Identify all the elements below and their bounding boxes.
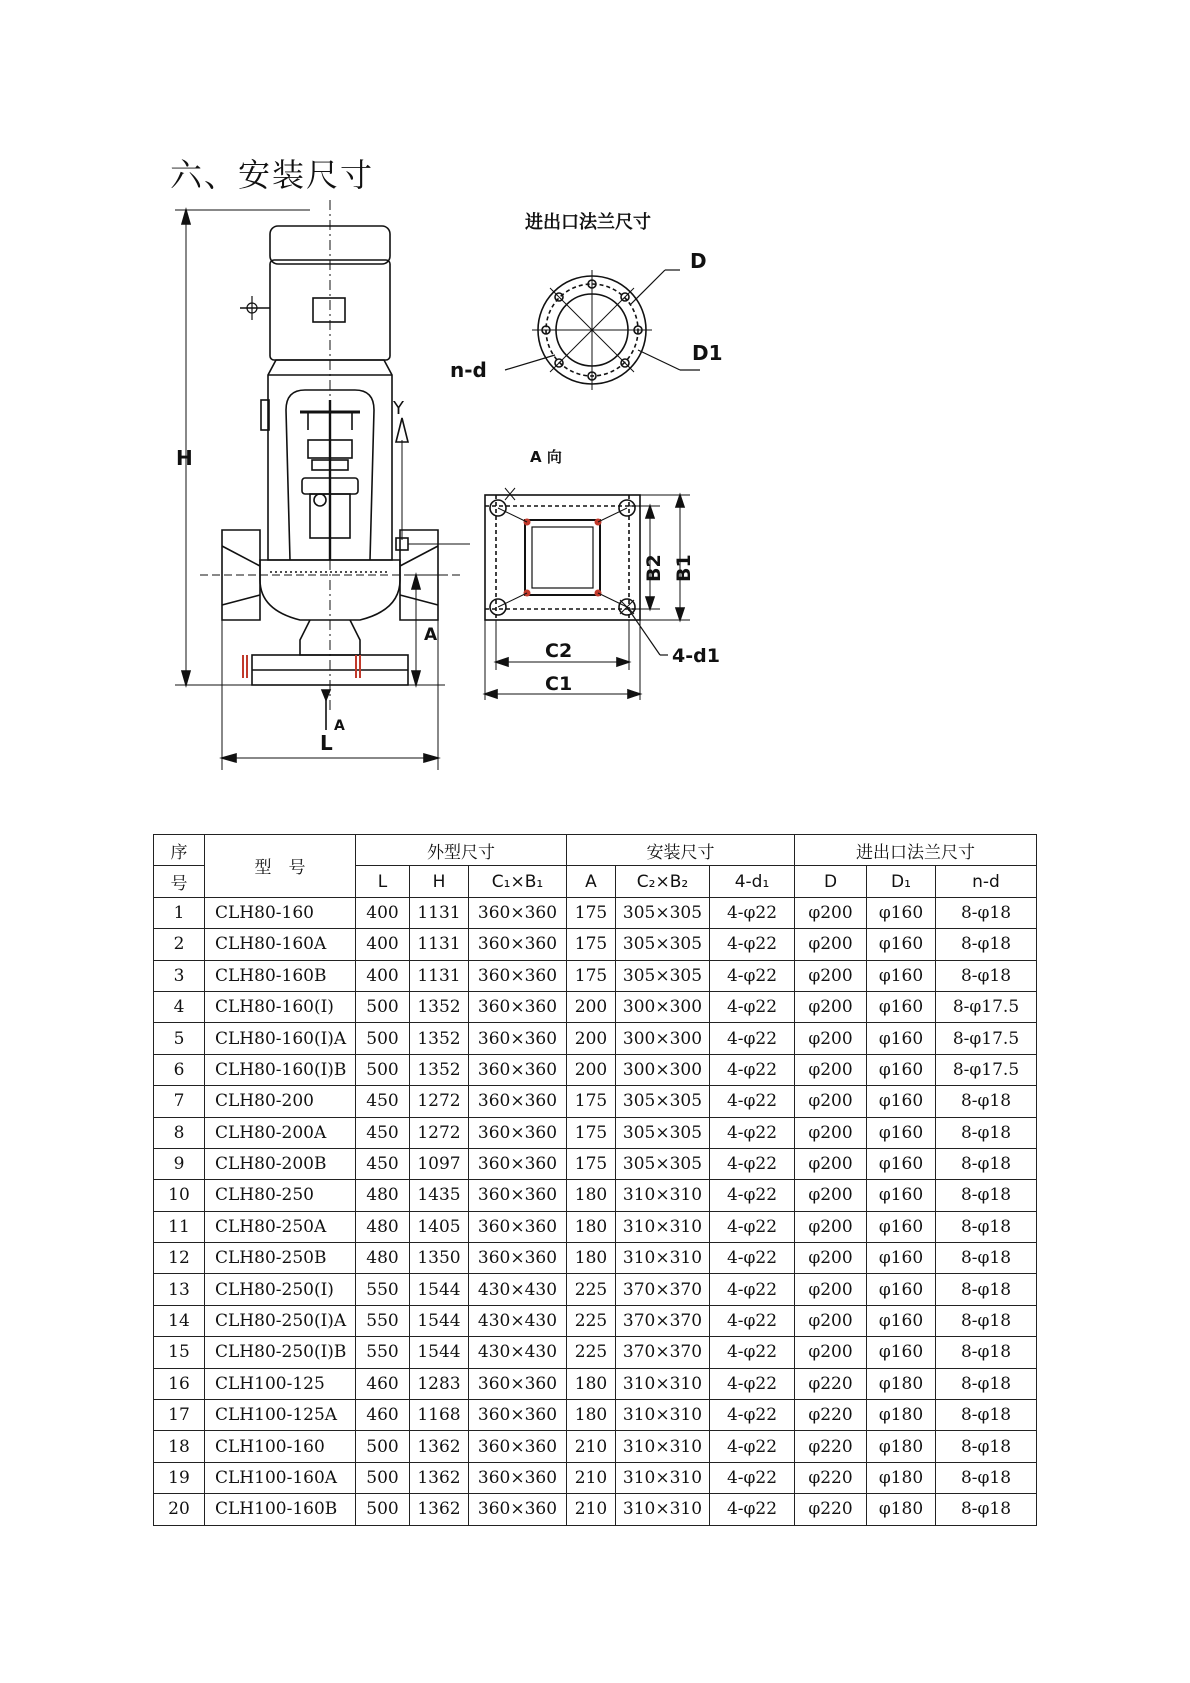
cell-H: 1097	[410, 1148, 469, 1179]
cell-nd: 8-φ18	[936, 1368, 1037, 1399]
cell-nd: 8-φ18	[936, 929, 1037, 960]
cell-L: 400	[356, 897, 410, 928]
cell-nd: 8-φ17.5	[936, 1054, 1037, 1085]
cell-D: φ200	[795, 960, 867, 991]
cell-C1xB1: 360×360	[469, 1211, 567, 1242]
cell-4d1: 4-φ22	[710, 1431, 795, 1462]
table-row	[154, 1494, 1037, 1525]
cell-4d1: 4-φ22	[710, 1305, 795, 1336]
cell-model: CLH80-200B	[205, 1148, 356, 1179]
table-row	[154, 1368, 1037, 1399]
header-col-H: H	[410, 866, 469, 897]
cell-D1: φ160	[867, 1023, 936, 1054]
cell-A: 175	[567, 960, 616, 991]
cell-C1xB1: 360×360	[469, 897, 567, 928]
header-col-nd: n-d	[936, 866, 1037, 897]
table-body	[154, 897, 1037, 1525]
cell-L: 500	[356, 1494, 410, 1525]
cell-seq: 18	[154, 1431, 205, 1462]
cell-D: φ220	[795, 1400, 867, 1431]
cell-nd: 8-φ18	[936, 1180, 1037, 1211]
cell-nd: 8-φ17.5	[936, 1023, 1037, 1054]
cell-H: 1283	[410, 1368, 469, 1399]
cell-A: 180	[567, 1211, 616, 1242]
table-row	[154, 1086, 1037, 1117]
cell-C2xB2: 300×300	[616, 991, 710, 1022]
table-row	[154, 1462, 1037, 1493]
cell-C1xB1: 360×360	[469, 1494, 567, 1525]
table-row	[154, 960, 1037, 991]
flange-title: 进出口法兰尺寸	[525, 212, 651, 233]
cell-model: CLH80-200	[205, 1086, 356, 1117]
cell-model: CLH100-125A	[205, 1400, 356, 1431]
cell-nd: 8-φ18	[936, 1305, 1037, 1336]
cell-A: 175	[567, 1117, 616, 1148]
cell-4d1: 4-φ22	[710, 1023, 795, 1054]
cell-C1xB1: 360×360	[469, 1462, 567, 1493]
header-seq-top: 序	[154, 835, 205, 866]
cell-4d1: 4-φ22	[710, 1117, 795, 1148]
cell-C1xB1: 360×360	[469, 991, 567, 1022]
base-plate-view	[485, 488, 690, 700]
cell-seq: 8	[154, 1117, 205, 1148]
dimensions-table-wrapper	[153, 834, 1037, 1526]
cell-nd: 8-φ18	[936, 1117, 1037, 1148]
cell-H: 1362	[410, 1462, 469, 1493]
cell-L: 500	[356, 1431, 410, 1462]
cell-C2xB2: 310×310	[616, 1243, 710, 1274]
table-row	[154, 1243, 1037, 1274]
cell-D: φ200	[795, 1305, 867, 1336]
cell-D1: φ180	[867, 1494, 936, 1525]
table-row	[154, 897, 1037, 928]
header-outline-dimensions: 外型尺寸	[356, 835, 567, 866]
cell-seq: 4	[154, 991, 205, 1022]
cell-C1xB1: 360×360	[469, 1023, 567, 1054]
cell-D1: φ160	[867, 1148, 936, 1179]
terminal-box	[313, 298, 345, 322]
cell-seq: 14	[154, 1305, 205, 1336]
cell-model: CLH80-160(I)	[205, 991, 356, 1022]
dim-label-H: H	[176, 446, 193, 470]
cell-A: 210	[567, 1462, 616, 1493]
cell-nd: 8-φ18	[936, 1243, 1037, 1274]
cell-H: 1272	[410, 1086, 469, 1117]
cell-D1: φ160	[867, 1054, 936, 1085]
cell-A: 210	[567, 1494, 616, 1525]
cell-C1xB1: 430×430	[469, 1337, 567, 1368]
cell-L: 400	[356, 960, 410, 991]
cell-seq: 6	[154, 1054, 205, 1085]
cell-C1xB1: 360×360	[469, 1243, 567, 1274]
cell-A: 175	[567, 1086, 616, 1117]
cell-D1: φ160	[867, 1274, 936, 1305]
dim-label-D1: D1	[692, 341, 723, 365]
cell-C2xB2: 310×310	[616, 1431, 710, 1462]
cell-C2xB2: 370×370	[616, 1274, 710, 1305]
cell-D: φ200	[795, 1274, 867, 1305]
cell-model: CLH80-250A	[205, 1211, 356, 1242]
cell-seq: 16	[154, 1368, 205, 1399]
cell-4d1: 4-φ22	[710, 1462, 795, 1493]
header-col-C1xB1: C₁×B₁	[469, 866, 567, 897]
header-flange-dimensions: 进出口法兰尺寸	[795, 835, 1037, 866]
table-row	[154, 991, 1037, 1022]
cell-D: φ200	[795, 1180, 867, 1211]
cell-C1xB1: 360×360	[469, 1086, 567, 1117]
cell-A: 225	[567, 1305, 616, 1336]
cell-L: 500	[356, 1054, 410, 1085]
header-col-4d1: 4-d₁	[710, 866, 795, 897]
cell-C2xB2: 310×310	[616, 1180, 710, 1211]
header-install-dimensions: 安装尺寸	[567, 835, 795, 866]
cell-D: φ200	[795, 1117, 867, 1148]
cell-A: 200	[567, 991, 616, 1022]
cell-D: φ200	[795, 897, 867, 928]
dimensions-table	[153, 834, 1037, 1526]
dim-label-4d1: 4-d1	[672, 645, 720, 667]
cell-C1xB1: 430×430	[469, 1274, 567, 1305]
cell-C2xB2: 300×300	[616, 1054, 710, 1085]
cell-model: CLH100-160B	[205, 1494, 356, 1525]
cell-model: CLH80-250(I)A	[205, 1305, 356, 1336]
cell-C2xB2: 305×305	[616, 929, 710, 960]
cell-D: φ200	[795, 1337, 867, 1368]
cell-nd: 8-φ18	[936, 960, 1037, 991]
cell-D1: φ180	[867, 1431, 936, 1462]
cell-seq: 2	[154, 929, 205, 960]
cell-H: 1131	[410, 929, 469, 960]
cell-D1: φ180	[867, 1462, 936, 1493]
cell-D: φ220	[795, 1431, 867, 1462]
cell-seq: 7	[154, 1086, 205, 1117]
cell-nd: 8-φ17.5	[936, 991, 1037, 1022]
cell-D: φ200	[795, 1086, 867, 1117]
cell-seq: 15	[154, 1337, 205, 1368]
cell-H: 1131	[410, 960, 469, 991]
cell-H: 1272	[410, 1117, 469, 1148]
cell-H: 1405	[410, 1211, 469, 1242]
cell-4d1: 4-φ22	[710, 1054, 795, 1085]
view-arrow-label: A	[334, 718, 345, 734]
cell-A: 180	[567, 1368, 616, 1399]
cell-D1: φ160	[867, 1305, 936, 1336]
header-col-D1: D₁	[867, 866, 936, 897]
cell-D: φ220	[795, 1494, 867, 1525]
cell-D1: φ180	[867, 1368, 936, 1399]
header-col-A: A	[567, 866, 616, 897]
cell-D1: φ160	[867, 1180, 936, 1211]
cell-4d1: 4-φ22	[710, 1086, 795, 1117]
cell-4d1: 4-φ22	[710, 1400, 795, 1431]
cell-A: 200	[567, 1023, 616, 1054]
cell-C2xB2: 310×310	[616, 1368, 710, 1399]
cell-D1: φ160	[867, 1337, 936, 1368]
cell-A: 210	[567, 1431, 616, 1462]
cell-nd: 8-φ18	[936, 1462, 1037, 1493]
cell-D: φ220	[795, 1462, 867, 1493]
table-row	[154, 1431, 1037, 1462]
table-row	[154, 1148, 1037, 1179]
installation-drawing	[160, 200, 1060, 780]
cell-4d1: 4-φ22	[710, 1337, 795, 1368]
cell-C1xB1: 360×360	[469, 1400, 567, 1431]
cell-H: 1544	[410, 1274, 469, 1305]
cell-L: 480	[356, 1211, 410, 1242]
cell-A: 180	[567, 1400, 616, 1431]
table-row	[154, 1211, 1037, 1242]
cell-H: 1352	[410, 991, 469, 1022]
header-seq-bottom: 号	[154, 866, 205, 897]
cell-A: 200	[567, 1054, 616, 1085]
cell-C1xB1: 360×360	[469, 1148, 567, 1179]
cell-H: 1131	[410, 897, 469, 928]
cell-model: CLH80-250B	[205, 1243, 356, 1274]
header-col-C2xB2: C₂×B₂	[616, 866, 710, 897]
cell-nd: 8-φ18	[936, 1400, 1037, 1431]
cell-D1: φ160	[867, 1086, 936, 1117]
cell-model: CLH80-200A	[205, 1117, 356, 1148]
cell-A: 225	[567, 1274, 616, 1305]
cell-seq: 17	[154, 1400, 205, 1431]
cell-D: φ200	[795, 1211, 867, 1242]
cell-C2xB2: 310×310	[616, 1400, 710, 1431]
cell-L: 500	[356, 991, 410, 1022]
cell-D: φ200	[795, 1148, 867, 1179]
cell-seq: 1	[154, 897, 205, 928]
cell-model: CLH100-160	[205, 1431, 356, 1462]
cell-C2xB2: 300×300	[616, 1023, 710, 1054]
cell-L: 460	[356, 1400, 410, 1431]
cell-C2xB2: 305×305	[616, 1148, 710, 1179]
cell-4d1: 4-φ22	[710, 1211, 795, 1242]
cell-seq: 12	[154, 1243, 205, 1274]
cell-C2xB2: 305×305	[616, 1086, 710, 1117]
cell-L: 460	[356, 1368, 410, 1399]
cell-seq: 3	[154, 960, 205, 991]
cell-L: 500	[356, 1462, 410, 1493]
cell-H: 1352	[410, 1054, 469, 1085]
cell-4d1: 4-φ22	[710, 1368, 795, 1399]
table-row	[154, 1054, 1037, 1085]
cell-H: 1362	[410, 1431, 469, 1462]
cell-seq: 19	[154, 1462, 205, 1493]
cell-A: 180	[567, 1180, 616, 1211]
cell-A: 175	[567, 929, 616, 960]
table-row	[154, 929, 1037, 960]
table-row	[154, 1337, 1037, 1368]
cell-model: CLH100-125	[205, 1368, 356, 1399]
cell-L: 480	[356, 1180, 410, 1211]
cell-model: CLH80-160	[205, 897, 356, 928]
table-row	[154, 1305, 1037, 1336]
cell-L: 450	[356, 1117, 410, 1148]
cell-seq: 5	[154, 1023, 205, 1054]
cell-model: CLH80-160A	[205, 929, 356, 960]
cell-nd: 8-φ18	[936, 1148, 1037, 1179]
cell-L: 500	[356, 1023, 410, 1054]
cell-L: 450	[356, 1148, 410, 1179]
cell-C1xB1: 360×360	[469, 1054, 567, 1085]
cell-H: 1350	[410, 1243, 469, 1274]
cell-seq: 13	[154, 1274, 205, 1305]
cell-C2xB2: 370×370	[616, 1337, 710, 1368]
cell-H: 1544	[410, 1337, 469, 1368]
cell-H: 1435	[410, 1180, 469, 1211]
cell-D: φ220	[795, 1368, 867, 1399]
cell-model: CLH80-160(I)B	[205, 1054, 356, 1085]
cell-C2xB2: 310×310	[616, 1494, 710, 1525]
cell-nd: 8-φ18	[936, 1086, 1037, 1117]
cell-C1xB1: 360×360	[469, 960, 567, 991]
cell-D1: φ160	[867, 897, 936, 928]
cell-nd: 8-φ18	[936, 1337, 1037, 1368]
cell-D1: φ160	[867, 960, 936, 991]
cell-nd: 8-φ18	[936, 1274, 1037, 1305]
cell-D: φ200	[795, 1243, 867, 1274]
cell-A: 180	[567, 1243, 616, 1274]
cell-L: 400	[356, 929, 410, 960]
table-row	[154, 1117, 1037, 1148]
cell-D: φ200	[795, 929, 867, 960]
cell-D: φ200	[795, 1054, 867, 1085]
cell-model: CLH100-160A	[205, 1462, 356, 1493]
cell-D: φ200	[795, 991, 867, 1022]
cell-nd: 8-φ18	[936, 1431, 1037, 1462]
header-col-D: D	[795, 866, 867, 897]
cell-C2xB2: 305×305	[616, 897, 710, 928]
cell-L: 550	[356, 1305, 410, 1336]
cell-4d1: 4-φ22	[710, 1180, 795, 1211]
cell-4d1: 4-φ22	[710, 960, 795, 991]
cell-C1xB1: 360×360	[469, 1431, 567, 1462]
cell-nd: 8-φ18	[936, 897, 1037, 928]
cell-L: 550	[356, 1274, 410, 1305]
dim-label-A: A	[424, 625, 438, 645]
cell-A: 225	[567, 1337, 616, 1368]
cell-C2xB2: 310×310	[616, 1211, 710, 1242]
cell-D: φ200	[795, 1023, 867, 1054]
cell-seq: 10	[154, 1180, 205, 1211]
dim-label-D: D	[690, 249, 707, 273]
table-row	[154, 1023, 1037, 1054]
cell-D1: φ160	[867, 1211, 936, 1242]
cell-C1xB1: 360×360	[469, 1117, 567, 1148]
cell-A: 175	[567, 897, 616, 928]
table-row	[154, 1274, 1037, 1305]
cell-H: 1168	[410, 1400, 469, 1431]
cell-C2xB2: 370×370	[616, 1305, 710, 1336]
cell-4d1: 4-φ22	[710, 991, 795, 1022]
cell-L: 550	[356, 1337, 410, 1368]
cell-L: 480	[356, 1243, 410, 1274]
dim-label-B1: B1	[673, 554, 695, 582]
flange-view	[505, 270, 700, 390]
cell-nd: 8-φ18	[936, 1494, 1037, 1525]
cell-D1: φ160	[867, 991, 936, 1022]
cell-seq: 9	[154, 1148, 205, 1179]
cell-4d1: 4-φ22	[710, 1243, 795, 1274]
cell-seq: 11	[154, 1211, 205, 1242]
cell-C2xB2: 305×305	[616, 1117, 710, 1148]
dim-label-C1: C1	[545, 673, 573, 695]
cell-H: 1544	[410, 1305, 469, 1336]
header-col-L: L	[356, 866, 410, 897]
cell-C1xB1: 360×360	[469, 929, 567, 960]
cell-4d1: 4-φ22	[710, 1494, 795, 1525]
cell-model: CLH80-250(I)	[205, 1274, 356, 1305]
cell-C1xB1: 360×360	[469, 1180, 567, 1211]
cell-D1: φ160	[867, 1243, 936, 1274]
cell-model: CLH80-160(I)A	[205, 1023, 356, 1054]
pump-elevation-view	[175, 200, 470, 770]
dim-label-C2: C2	[545, 640, 573, 662]
table-row	[154, 1400, 1037, 1431]
section-heading: 六、安装尺寸	[170, 156, 375, 194]
cell-C2xB2: 305×305	[616, 960, 710, 991]
dim-label-B2: B2	[643, 554, 665, 582]
cell-C1xB1: 360×360	[469, 1368, 567, 1399]
table-row	[154, 1180, 1037, 1211]
view-label: A 向	[530, 448, 562, 466]
cell-D1: φ160	[867, 929, 936, 960]
cell-H: 1362	[410, 1494, 469, 1525]
cell-4d1: 4-φ22	[710, 1274, 795, 1305]
cell-4d1: 4-φ22	[710, 929, 795, 960]
dim-label-nd: n-d	[450, 358, 487, 382]
cell-D1: φ160	[867, 1117, 936, 1148]
header-model: 型 号	[205, 835, 356, 898]
cell-4d1: 4-φ22	[710, 897, 795, 928]
cell-A: 175	[567, 1148, 616, 1179]
cell-nd: 8-φ18	[936, 1211, 1037, 1242]
cell-4d1: 4-φ22	[710, 1148, 795, 1179]
cell-C2xB2: 310×310	[616, 1462, 710, 1493]
cell-C1xB1: 430×430	[469, 1305, 567, 1336]
cell-L: 450	[356, 1086, 410, 1117]
cell-D1: φ180	[867, 1400, 936, 1431]
cell-model: CLH80-250	[205, 1180, 356, 1211]
cell-seq: 20	[154, 1494, 205, 1525]
cell-model: CLH80-160B	[205, 960, 356, 991]
dim-label-L: L	[320, 731, 333, 755]
axis-label-Y: Y	[393, 398, 404, 419]
cell-H: 1352	[410, 1023, 469, 1054]
cell-model: CLH80-250(I)B	[205, 1337, 356, 1368]
